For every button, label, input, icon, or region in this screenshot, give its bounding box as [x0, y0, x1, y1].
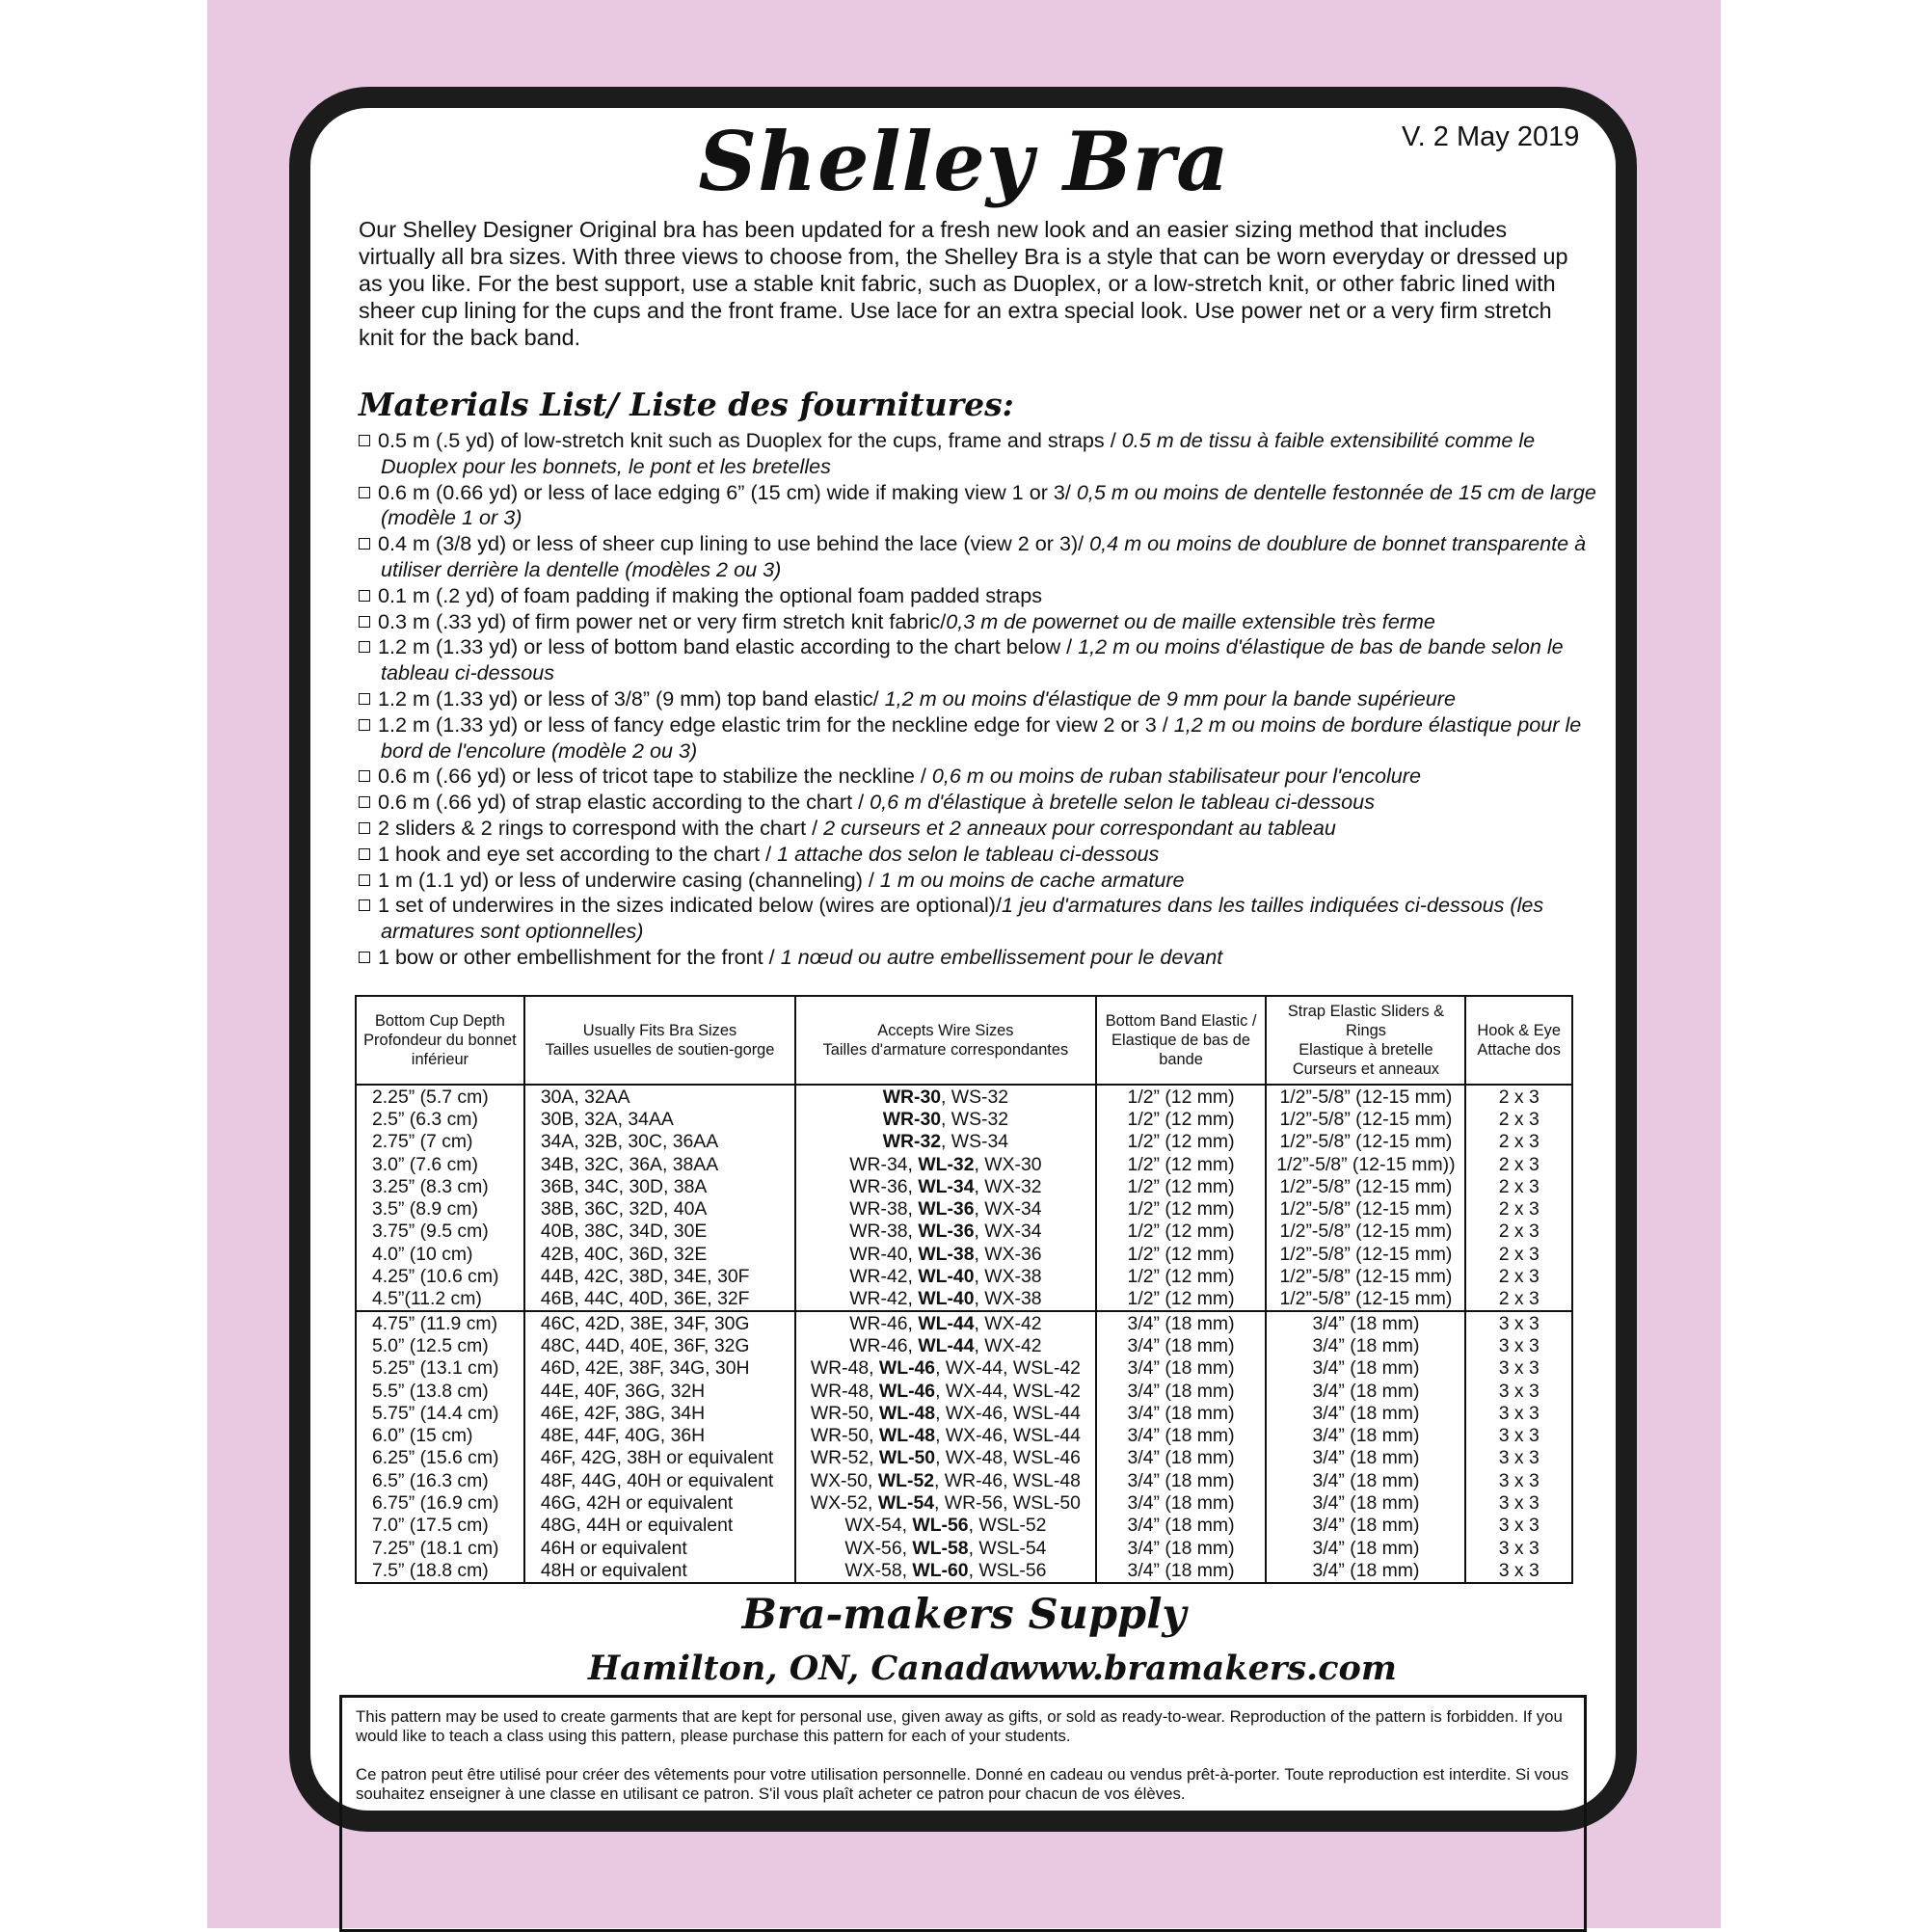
wire-size-text: WX-50,: [810, 1469, 878, 1491]
cell-bra-sizes: 44B, 42C, 38D, 34E, 30F: [524, 1265, 795, 1287]
col-header-strap-elastic: Strap Elastic Sliders & Rings Elastique à bretelle Curseurs et anneaux: [1266, 996, 1465, 1085]
material-item: [359, 764, 1602, 790]
wire-size-text: WR-50,: [810, 1402, 879, 1424]
cell-strap-elastic: 1/2”-5/8” (12-15 mm): [1266, 1108, 1465, 1130]
wire-size-text: , WS-34: [941, 1131, 1009, 1153]
wire-size-highlight: WL-44: [918, 1312, 975, 1334]
material-item-fr: 0,3 m de powernet ou de maille extensible très ferme: [946, 608, 1435, 633]
col-header-hook-eye: Hook & Eye Attache dos: [1465, 996, 1572, 1085]
cell-strap-elastic: 3/4” (18 mm): [1266, 1424, 1465, 1446]
cell-strap-elastic: 3/4” (18 mm): [1266, 1469, 1465, 1491]
wire-size-text: , WX-34: [974, 1198, 1042, 1221]
cell-band-elastic: 3/4” (18 mm): [1096, 1311, 1267, 1334]
cell-bra-sizes: 34A, 32B, 30C, 36AA: [524, 1131, 795, 1153]
material-item-fr: 1,2 m ou moins d'élastique de bas de bande selon le tableau ci-dessous: [381, 634, 1564, 685]
material-item-fr: 1,2 m ou moins d'élastique de 9 mm pour la bande supérieure: [884, 685, 1456, 711]
wire-size-text: , WX-32: [974, 1175, 1042, 1197]
cell-hook-eye: 2 x 3: [1465, 1085, 1572, 1108]
material-item-en: 0.6 m (.66 yd) of strap elastic according to the chart /: [378, 790, 870, 815]
cell-hook-eye: 2 x 3: [1465, 1153, 1572, 1175]
col-header-wire-sizes: Accepts Wire Sizes Tailles d'armature correspondantes: [795, 996, 1095, 1085]
wire-size-text: WX-58,: [844, 1559, 913, 1581]
supplier-name: Bra-makers Supply: [741, 1591, 1187, 1639]
cell-cup-depth: 6.0” (15 cm): [356, 1424, 524, 1446]
cell-strap-elastic: 3/4” (18 mm): [1266, 1380, 1465, 1402]
cell-strap-elastic: 1/2”-5/8” (12-15 mm): [1266, 1085, 1465, 1108]
cell-wire-sizes: [795, 1357, 1095, 1380]
cell-hook-eye: 3 x 3: [1465, 1559, 1572, 1582]
cell-wire-sizes: [795, 1108, 1095, 1130]
cell-bra-sizes: 30A, 32AA: [524, 1085, 795, 1108]
cell-hook-eye: 3 x 3: [1465, 1537, 1572, 1559]
cell-bra-sizes: 48E, 44F, 40G, 36H: [524, 1424, 795, 1446]
cell-hook-eye: 3 x 3: [1465, 1334, 1572, 1356]
wire-size-text: WR-34,: [849, 1153, 919, 1175]
cell-cup-depth: 5.0” (12.5 cm): [356, 1334, 524, 1356]
cell-bra-sizes: 46D, 42E, 38F, 34G, 30H: [524, 1357, 795, 1380]
wire-size-highlight: WR-30: [882, 1086, 942, 1108]
wire-size-highlight: WL-36: [918, 1221, 975, 1243]
cell-strap-elastic: 3/4” (18 mm): [1266, 1311, 1465, 1334]
cell-cup-depth: 7.25” (18.1 cm): [356, 1537, 524, 1559]
material-item-fr: 0.5 m de tissu à faible extensibilité comme le Duoplex pour les bonnets, le pont et les bretelles: [381, 428, 1536, 478]
material-item-fr: 1 m ou moins de cache armature: [879, 867, 1185, 892]
size-chart-row: [356, 1447, 1572, 1469]
cell-bra-sizes: 46F, 42G, 38H or equivalent: [524, 1447, 795, 1469]
wire-size-text: , WX-38: [974, 1288, 1042, 1310]
wire-size-text: WR-40,: [849, 1243, 919, 1265]
material-item: [359, 609, 1602, 635]
size-chart-row: [356, 1131, 1572, 1153]
cell-cup-depth: 4.0” (10 cm): [356, 1243, 524, 1265]
wire-size-highlight: WL-40: [918, 1266, 975, 1288]
material-item-en: 1 m (1.1 yd) or less of underwire casing (channeling) /: [378, 867, 880, 892]
size-chart-row: [356, 1085, 1572, 1108]
wire-size-highlight: WL-46: [878, 1357, 936, 1380]
cell-band-elastic: 1/2” (12 mm): [1096, 1221, 1267, 1243]
cell-strap-elastic: 1/2”-5/8” (12-15 mm): [1266, 1175, 1465, 1197]
cell-strap-elastic: 1/2”-5/8” (12-15 mm): [1266, 1131, 1465, 1153]
wire-size-highlight: WL-54: [877, 1491, 935, 1514]
material-item-en: 1 set of underwires in the sizes indicated below (wires are optional)/: [378, 893, 1002, 918]
cell-cup-depth: 5.25” (13.1 cm): [356, 1357, 524, 1380]
material-item-en: 1.2 m (1.33 yd) or less of 3/8” (9 mm) top band elastic/: [378, 685, 885, 711]
wire-size-text: WR-46,: [849, 1312, 919, 1334]
cell-cup-depth: 3.0” (7.6 cm): [356, 1153, 524, 1175]
checkbox-icon: [359, 487, 370, 498]
material-item: [359, 868, 1602, 894]
cell-bra-sizes: 34B, 32C, 36A, 38AA: [524, 1153, 795, 1175]
checkbox-icon: [359, 770, 370, 782]
material-item-en: 1.2 m (1.33 yd) or less of bottom band elastic according to the chart below /: [378, 634, 1079, 659]
cell-hook-eye: 3 x 3: [1465, 1357, 1572, 1380]
checkbox-icon: [359, 874, 370, 886]
cell-bra-sizes: 44E, 40F, 36G, 32H: [524, 1380, 795, 1402]
cell-band-elastic: 3/4” (18 mm): [1096, 1380, 1267, 1402]
material-item: [359, 428, 1602, 480]
checkbox-icon: [359, 641, 370, 653]
cell-bra-sizes: 46G, 42H or equivalent: [524, 1491, 795, 1514]
cell-wire-sizes: [795, 1424, 1095, 1446]
wire-size-highlight: WL-58: [912, 1537, 969, 1559]
cell-wire-sizes: [795, 1085, 1095, 1108]
checkbox-icon: [359, 719, 370, 731]
cell-hook-eye: 3 x 3: [1465, 1424, 1572, 1446]
cell-band-elastic: 3/4” (18 mm): [1096, 1447, 1267, 1469]
cell-wire-sizes: [795, 1537, 1095, 1559]
cell-wire-sizes: [795, 1175, 1095, 1197]
size-chart-row: [356, 1175, 1572, 1197]
size-chart-row: [356, 1469, 1572, 1491]
wire-size-text: , WSL-54: [968, 1537, 1047, 1559]
wire-size-text: WR-48,: [810, 1380, 879, 1402]
cell-wire-sizes: [795, 1447, 1095, 1469]
material-item: [359, 842, 1602, 868]
cell-hook-eye: 3 x 3: [1465, 1515, 1572, 1537]
checkbox-icon: [359, 822, 370, 834]
cell-strap-elastic: 3/4” (18 mm): [1266, 1515, 1465, 1537]
wire-size-highlight: WL-50: [878, 1447, 936, 1469]
wire-size-text: , WR-56, WSL-50: [934, 1491, 1081, 1514]
wire-size-text: WX-52,: [810, 1491, 878, 1514]
wire-size-highlight: WL-36: [918, 1198, 975, 1221]
checkbox-icon: [359, 435, 370, 446]
checkbox-icon: [359, 693, 370, 705]
col-header-cup-depth: Bottom Cup Depth Profondeur du bonnet inférieur: [356, 996, 524, 1085]
checkbox-icon: [359, 616, 370, 628]
wire-size-text: , WS-32: [941, 1108, 1009, 1130]
wire-size-text: WR-38,: [849, 1221, 919, 1243]
cell-wire-sizes: [795, 1153, 1095, 1175]
cell-bra-sizes: 30B, 32A, 34AA: [524, 1108, 795, 1130]
cell-band-elastic: 1/2” (12 mm): [1096, 1153, 1267, 1175]
wire-size-text: , WX-46, WSL-44: [935, 1425, 1081, 1447]
size-chart-row: [356, 1515, 1572, 1537]
cell-wire-sizes: [795, 1469, 1095, 1491]
size-chart-row: [356, 1288, 1572, 1311]
materials-list: [359, 428, 1602, 971]
cell-hook-eye: 2 x 3: [1465, 1265, 1572, 1287]
size-chart-table: [355, 995, 1573, 1584]
checkbox-icon: [359, 848, 370, 860]
material-item-en: 0.3 m (.33 yd) of firm power net or very firm stretch knit fabric/: [378, 608, 947, 633]
wire-size-text: WR-42,: [849, 1288, 919, 1310]
cell-bra-sizes: 48F, 44G, 40H or equivalent: [524, 1469, 795, 1491]
material-item-en: 0.1 m (.2 yd) of foam padding if making the optional foam padded straps: [378, 582, 1042, 607]
size-chart-row: [356, 1334, 1572, 1356]
material-item: [359, 480, 1602, 532]
cell-bra-sizes: 42B, 40C, 36D, 32E: [524, 1243, 795, 1265]
size-chart-row: [356, 1357, 1572, 1380]
material-item: [359, 634, 1602, 686]
cell-wire-sizes: [795, 1559, 1095, 1582]
wire-size-text: , WX-38: [974, 1266, 1042, 1288]
wire-size-highlight: WL-48: [878, 1402, 936, 1424]
size-chart-row: [356, 1380, 1572, 1402]
wire-size-highlight: WL-48: [878, 1425, 936, 1447]
cell-band-elastic: 3/4” (18 mm): [1096, 1424, 1267, 1446]
cell-band-elastic: 1/2” (12 mm): [1096, 1131, 1267, 1153]
legal-notice-box: [339, 1695, 1587, 1932]
material-item: [359, 816, 1602, 842]
material-item-fr: 1 nœud ou autre embellissement pour le devant: [780, 944, 1223, 969]
cell-cup-depth: 2.75” (7 cm): [356, 1131, 524, 1153]
wire-size-text: , WX-46, WSL-44: [935, 1402, 1081, 1424]
wire-size-text: WR-38,: [849, 1198, 919, 1221]
size-chart-row: [356, 1559, 1572, 1582]
cell-band-elastic: 1/2” (12 mm): [1096, 1085, 1267, 1108]
material-item: [359, 583, 1602, 609]
intro-paragraph: Our Shelley Designer Original bra has been updated for a fresh new look and an easier sizing method that includes virtually all bra sizes. With three views to choose from, the Shelley Bra is a style that can be worn everyday or dressed up as you like. For the best support, use a stable knit fabric, such as Duoplex, or a low-stretch knit, or other fabric lined with sheer cup lining for the cups and the front frame. Use lace for an extra special look. Use power net or a very firm stretch knit for the back band.: [359, 217, 1568, 350]
material-item: [359, 945, 1602, 971]
cell-cup-depth: 4.75” (11.9 cm): [356, 1311, 524, 1334]
material-item-en: 0.6 m (.66 yd) or less of tricot tape to stabilize the neckline /: [378, 764, 932, 789]
material-item-fr: 2 curseurs et 2 anneaux pour correspondant au tableau: [823, 815, 1336, 840]
checkbox-icon: [359, 952, 370, 963]
cell-bra-sizes: 46H or equivalent: [524, 1537, 795, 1559]
col-header-bra-sizes: Usually Fits Bra Sizes Tailles usuelles de soutien-gorge: [524, 996, 795, 1085]
cell-strap-elastic: 1/2”-5/8” (12-15 mm): [1266, 1197, 1465, 1220]
wire-size-text: WR-48,: [810, 1357, 879, 1380]
size-chart-row: [356, 1424, 1572, 1446]
wire-size-highlight: WL-32: [918, 1153, 975, 1175]
wire-size-text: , WX-42: [974, 1312, 1042, 1334]
cell-cup-depth: 4.5”(11.2 cm): [356, 1288, 524, 1311]
cell-cup-depth: 3.25” (8.3 cm): [356, 1175, 524, 1197]
cell-bra-sizes: 38B, 36C, 32D, 40A: [524, 1197, 795, 1220]
wire-size-highlight: WR-32: [882, 1131, 942, 1153]
cell-strap-elastic: 3/4” (18 mm): [1266, 1447, 1465, 1469]
cell-wire-sizes: [795, 1515, 1095, 1537]
cell-band-elastic: 1/2” (12 mm): [1096, 1175, 1267, 1197]
wire-size-text: , WSL-52: [968, 1515, 1047, 1537]
material-item: [359, 712, 1602, 765]
size-chart-row: [356, 1221, 1572, 1243]
wire-size-text: , WX-48, WSL-46: [935, 1447, 1081, 1469]
cell-wire-sizes: [795, 1288, 1095, 1311]
size-chart-row: [356, 1402, 1572, 1424]
cell-wire-sizes: [795, 1265, 1095, 1287]
material-item-fr: 0,6 m ou moins de ruban stabilisateur pour l'encolure: [931, 764, 1421, 789]
wire-size-highlight: WL-34: [918, 1175, 975, 1197]
cell-cup-depth: 6.75” (16.9 cm): [356, 1491, 524, 1514]
cell-wire-sizes: [795, 1334, 1095, 1356]
checkbox-icon: [359, 899, 370, 911]
size-chart-row: [356, 1197, 1572, 1220]
wire-size-highlight: WL-46: [878, 1380, 936, 1402]
cell-band-elastic: 3/4” (18 mm): [1096, 1515, 1267, 1537]
size-chart-row: [356, 1153, 1572, 1175]
cell-band-elastic: 3/4” (18 mm): [1096, 1402, 1267, 1424]
supplier-location: Hamilton, ON, Canada: [588, 1649, 1012, 1688]
cell-cup-depth: 3.75” (9.5 cm): [356, 1221, 524, 1243]
cell-wire-sizes: [795, 1243, 1095, 1265]
cell-hook-eye: 3 x 3: [1465, 1402, 1572, 1424]
size-chart-row: [356, 1108, 1572, 1130]
cell-cup-depth: 2.5” (6.3 cm): [356, 1108, 524, 1130]
cell-hook-eye: 2 x 3: [1465, 1197, 1572, 1220]
wire-size-text: , WX-34: [974, 1221, 1042, 1243]
wire-size-text: , WX-44, WSL-42: [935, 1357, 1081, 1380]
cell-strap-elastic: 1/2”-5/8” (12-15 mm): [1266, 1221, 1465, 1243]
material-item: [359, 686, 1602, 712]
cell-strap-elastic: 3/4” (18 mm): [1266, 1537, 1465, 1559]
material-item-en: 1 hook and eye set according to the chart /: [378, 841, 778, 866]
cell-strap-elastic: 3/4” (18 mm): [1266, 1402, 1465, 1424]
cell-band-elastic: 3/4” (18 mm): [1096, 1469, 1267, 1491]
cell-hook-eye: 3 x 3: [1465, 1380, 1572, 1402]
cell-wire-sizes: [795, 1402, 1095, 1424]
cell-hook-eye: 2 x 3: [1465, 1131, 1572, 1153]
cell-wire-sizes: [795, 1221, 1095, 1243]
cell-hook-eye: 3 x 3: [1465, 1469, 1572, 1491]
wire-size-highlight: WL-44: [918, 1334, 975, 1356]
material-item-en: 1.2 m (1.33 yd) or less of fancy edge elastic trim for the neckline edge for view 2 or 3 /: [378, 711, 1174, 737]
checkbox-icon: [359, 590, 370, 602]
wire-size-text: WR-36,: [849, 1175, 919, 1197]
cell-band-elastic: 3/4” (18 mm): [1096, 1334, 1267, 1356]
cell-band-elastic: 1/2” (12 mm): [1096, 1197, 1267, 1220]
wire-size-highlight: WR-30: [882, 1108, 942, 1130]
cell-hook-eye: 2 x 3: [1465, 1221, 1572, 1243]
wire-size-text: WX-54,: [844, 1515, 913, 1537]
wire-size-text: , WSL-56: [968, 1559, 1047, 1581]
cell-band-elastic: 3/4” (18 mm): [1096, 1537, 1267, 1559]
cell-bra-sizes: 48G, 44H or equivalent: [524, 1515, 795, 1537]
size-chart-row: [356, 1243, 1572, 1265]
cell-hook-eye: 2 x 3: [1465, 1108, 1572, 1130]
wire-size-text: , WX-36: [974, 1243, 1042, 1265]
cell-bra-sizes: 36B, 34C, 30D, 38A: [524, 1175, 795, 1197]
material-item-en: 0.4 m (3/8 yd) or less of sheer cup lining to use behind the lace (view 2 or 3)/: [378, 531, 1090, 556]
cell-strap-elastic: 3/4” (18 mm): [1266, 1357, 1465, 1380]
legal-notice-fr: Ce patron peut être utilisé pour créer des vêtements pour votre utilisation personnelle. Donné en cadeau ou vendus prêt-à-porter. Toute reproduction est interdite. Si vous souhaitez enseigner à une classe en utilisant ce patron. S'il vous plaît acheter ce patron pour chacun de vos élèves.: [356, 1765, 1569, 1803]
supplier-website: www.bramakers.com: [1008, 1649, 1397, 1688]
cell-band-elastic: 1/2” (12 mm): [1096, 1288, 1267, 1311]
wire-size-highlight: WL-56: [912, 1515, 969, 1537]
checkbox-icon: [359, 538, 370, 550]
material-item: [359, 790, 1602, 816]
material-item-fr: 1 attache dos selon le tableau ci-dessous: [777, 841, 1160, 866]
material-item-en: 0.6 m (0.66 yd) or less of lace edging 6” (15 cm) wide if making view 1 or 3/: [378, 479, 1077, 504]
cell-cup-depth: 5.5” (13.8 cm): [356, 1380, 524, 1402]
cell-bra-sizes: 46B, 44C, 40D, 36E, 32F: [524, 1288, 795, 1311]
wire-size-highlight: WL-60: [912, 1559, 969, 1581]
wire-size-text: , WX-42: [974, 1334, 1042, 1356]
cell-wire-sizes: [795, 1380, 1095, 1402]
cell-cup-depth: 3.5” (8.9 cm): [356, 1197, 524, 1220]
cell-band-elastic: 3/4” (18 mm): [1096, 1357, 1267, 1380]
cell-hook-eye: 3 x 3: [1465, 1447, 1572, 1469]
legal-notice-en: This pattern may be used to create garments that are kept for personal use, given away as gifts, or sold as ready-to-wear. Reproduction of the pattern is forbidden. If you would like to teach a class using this pattern, please purchase this pattern for each of your students.: [356, 1707, 1563, 1745]
cell-strap-elastic: 3/4” (18 mm): [1266, 1559, 1465, 1582]
wire-size-text: , WX-30: [974, 1153, 1042, 1175]
wire-size-text: WR-42,: [849, 1266, 919, 1288]
cell-band-elastic: 1/2” (12 mm): [1096, 1108, 1267, 1130]
size-chart-header-row: [356, 996, 1572, 1085]
materials-heading: Materials List/ Liste des fournitures:: [359, 386, 1014, 423]
cell-strap-elastic: 3/4” (18 mm): [1266, 1334, 1465, 1356]
cell-band-elastic: 3/4” (18 mm): [1096, 1559, 1267, 1582]
cell-bra-sizes: 40B, 38C, 34D, 30E: [524, 1221, 795, 1243]
cell-band-elastic: 3/4” (18 mm): [1096, 1491, 1267, 1514]
cell-hook-eye: 2 x 3: [1465, 1175, 1572, 1197]
wire-size-highlight: WL-52: [877, 1469, 935, 1491]
material-item-fr: 0,5 m ou moins de dentelle festonnée de 15 cm de large (modèle 1 or 3): [381, 479, 1596, 530]
material-item: [359, 531, 1602, 583]
size-chart-row: [356, 1491, 1572, 1514]
cell-wire-sizes: [795, 1197, 1095, 1220]
wire-size-text: , WX-44, WSL-42: [935, 1380, 1081, 1402]
cell-hook-eye: 2 x 3: [1465, 1288, 1572, 1311]
wire-size-highlight: WL-38: [918, 1243, 975, 1265]
cell-band-elastic: 1/2” (12 mm): [1096, 1243, 1267, 1265]
version-label: V. 2 May 2019: [1402, 121, 1580, 152]
cell-band-elastic: 1/2” (12 mm): [1096, 1265, 1267, 1287]
cell-cup-depth: 5.75” (14.4 cm): [356, 1402, 524, 1424]
wire-size-text: WR-52,: [810, 1447, 879, 1469]
cell-bra-sizes: 46C, 42D, 38E, 34F, 30G: [524, 1311, 795, 1334]
cell-wire-sizes: [795, 1311, 1095, 1334]
material-item-en: 0.5 m (.5 yd) of low-stretch knit such as Duoplex for the cups, frame and straps /: [378, 428, 1122, 452]
checkbox-icon: [359, 796, 370, 808]
cell-bra-sizes: 48H or equivalent: [524, 1559, 795, 1582]
material-item-fr: 1 jeu d'armatures dans les tailles indiquées ci-dessous (les armatures sont optionnelles): [381, 893, 1544, 944]
cell-cup-depth: 6.25” (15.6 cm): [356, 1447, 524, 1469]
cell-cup-depth: 2.25” (5.7 cm): [356, 1085, 524, 1108]
material-item-fr: 0,4 m ou moins de doublure de bonnet transparente à utiliser derrière la dentelle (modèles 2 ou 3): [381, 531, 1587, 581]
cell-cup-depth: 7.0” (17.5 cm): [356, 1515, 524, 1537]
wire-size-text: , WS-32: [941, 1086, 1009, 1108]
size-chart-row: [356, 1537, 1572, 1559]
col-header-band-elastic: Bottom Band Elastic / Elastique de bas de bande: [1096, 996, 1267, 1085]
wire-size-highlight: WL-40: [918, 1288, 975, 1310]
size-chart-row: [356, 1265, 1572, 1287]
wire-size-text: WX-56,: [844, 1537, 913, 1559]
cell-hook-eye: 3 x 3: [1465, 1311, 1572, 1334]
cell-strap-elastic: 1/2”-5/8” (12-15 mm): [1266, 1288, 1465, 1311]
material-item-en: 1 bow or other embellishment for the front /: [378, 944, 781, 969]
cell-bra-sizes: 48C, 44D, 40E, 36F, 32G: [524, 1334, 795, 1356]
cell-wire-sizes: [795, 1131, 1095, 1153]
material-item-fr: 0,6 m d'élastique à bretelle selon le tableau ci-dessous: [870, 790, 1375, 815]
cell-strap-elastic: 3/4” (18 mm): [1266, 1491, 1465, 1514]
cell-strap-elastic: 1/2”-5/8” (12-15 mm)): [1266, 1153, 1465, 1175]
material-item: [359, 893, 1602, 945]
wire-size-text: WR-50,: [810, 1425, 879, 1447]
wire-size-text: , WR-46, WSL-48: [934, 1469, 1081, 1491]
size-chart-row: [356, 1311, 1572, 1334]
cell-cup-depth: 6.5” (16.3 cm): [356, 1469, 524, 1491]
material-item-en: 2 sliders & 2 rings to correspond with the chart /: [378, 815, 824, 840]
cell-cup-depth: 7.5” (18.8 cm): [356, 1559, 524, 1582]
document-title: Shelley Bra: [698, 114, 1230, 209]
cell-hook-eye: 3 x 3: [1465, 1491, 1572, 1514]
cell-strap-elastic: 1/2”-5/8” (12-15 mm): [1266, 1265, 1465, 1287]
cell-strap-elastic: 1/2”-5/8” (12-15 mm): [1266, 1243, 1465, 1265]
cell-cup-depth: 4.25” (10.6 cm): [356, 1265, 524, 1287]
cell-hook-eye: 2 x 3: [1465, 1243, 1572, 1265]
cell-wire-sizes: [795, 1491, 1095, 1514]
material-item-fr: 1,2 m ou moins de bordure élastique pour le bord de l'encolure (modèle 2 ou 3): [381, 711, 1582, 763]
wire-size-text: WR-46,: [849, 1334, 919, 1356]
cell-bra-sizes: 46E, 42F, 38G, 34H: [524, 1402, 795, 1424]
